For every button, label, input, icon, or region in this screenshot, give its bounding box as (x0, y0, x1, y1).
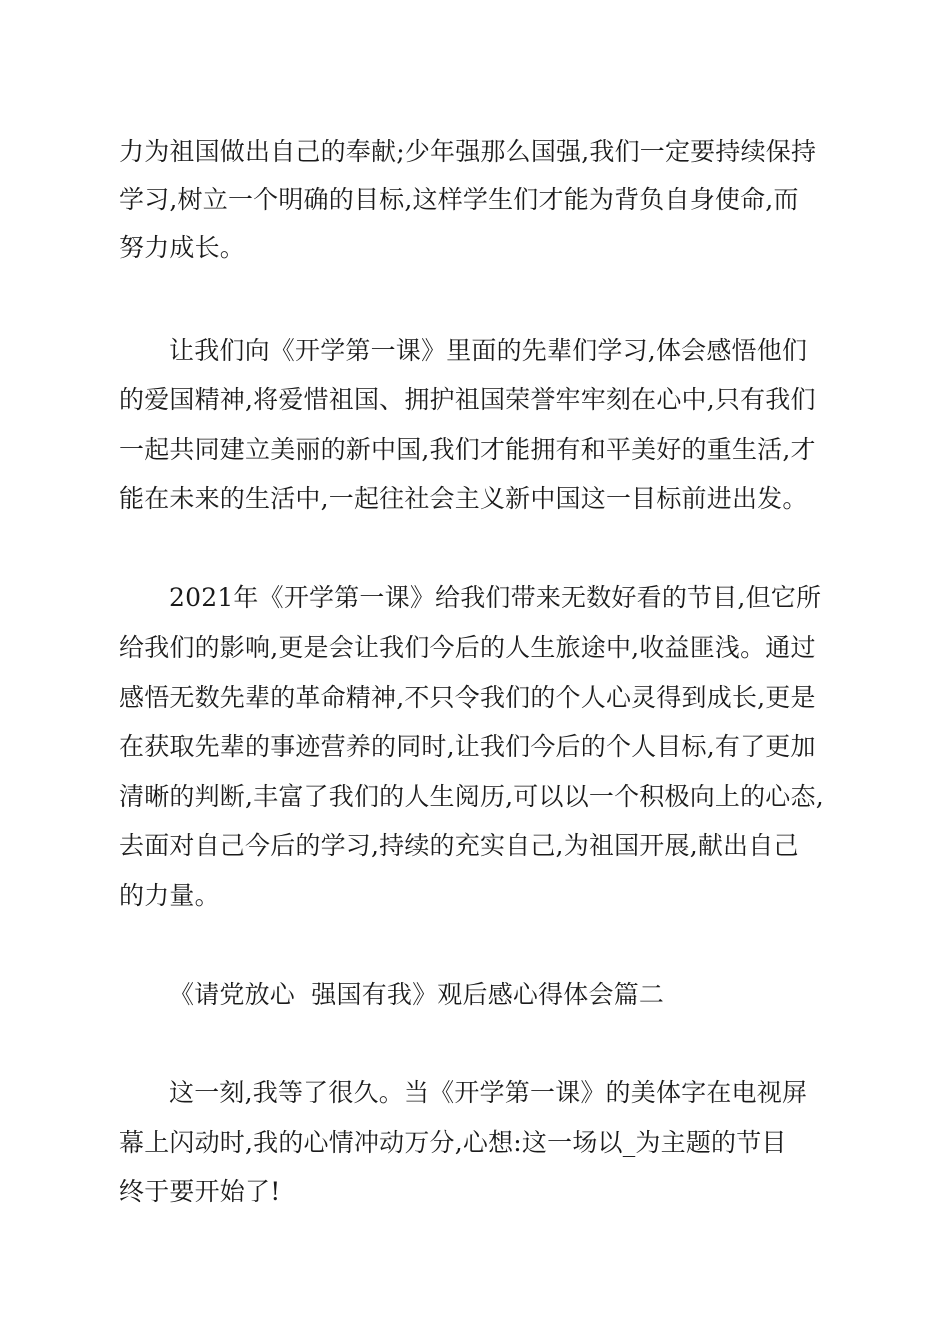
paragraph-line: 学习,树立一个明确的目标,这样学生们才能为背负自身使命,而 (119, 185, 799, 214)
paragraph-line: 给我们的影响,更是会让我们今后的人生旅途中,收益匪浅。通过 (119, 633, 816, 662)
paragraph-line: 去面对自己今后的学习,持续的充实自己,为祖国开展,献出自己 (119, 831, 799, 860)
paragraph-line: 在获取先辈的事迹营养的同时,让我们今后的个人目标,有了更加 (119, 732, 816, 761)
paragraph-line: 清晰的判断,丰富了我们的人生阅历,可以以一个积极向上的心态, (119, 782, 824, 811)
paragraph-line: 这一刻,我等了很久。当《开学第一课》的美体字在电视屏 (169, 1078, 808, 1107)
paragraph-line: 力为祖国做出自己的奉献;少年强那么国强,我们一定要持续保持 (119, 137, 817, 166)
paragraph-line: 2021年《开学第一课》给我们带来无数好看的节目,但它所 (169, 583, 822, 612)
paragraph-line: 能在未来的生活中,一起往社会主义新中国这一目标前进出发。 (119, 484, 808, 513)
section-heading: 《请党放心 强国有我》观后感心得体会篇二 (169, 980, 665, 1009)
paragraph-line: 的爱国精神,将爱惜祖国、拥护祖国荣誉牢牢刻在心中,只有我们 (119, 385, 816, 414)
paragraph-line: 让我们向《开学第一课》里面的先辈们学习,体会感悟他们 (169, 336, 808, 365)
paragraph-line: 终于要开始了! (119, 1177, 281, 1206)
paragraph-line: 感悟无数先辈的革命精神,不只令我们的个人心灵得到成长,更是 (119, 683, 816, 712)
paragraph-line: 一起共同建立美丽的新中国,我们才能拥有和平美好的重生活,才 (119, 435, 816, 464)
paragraph-line: 的力量。 (119, 881, 220, 910)
paragraph-line: 努力成长。 (119, 233, 246, 262)
paragraph-line: 幕上闪动时,我的心情冲动万分,心想:这一场以_为主题的节目 (119, 1128, 787, 1157)
